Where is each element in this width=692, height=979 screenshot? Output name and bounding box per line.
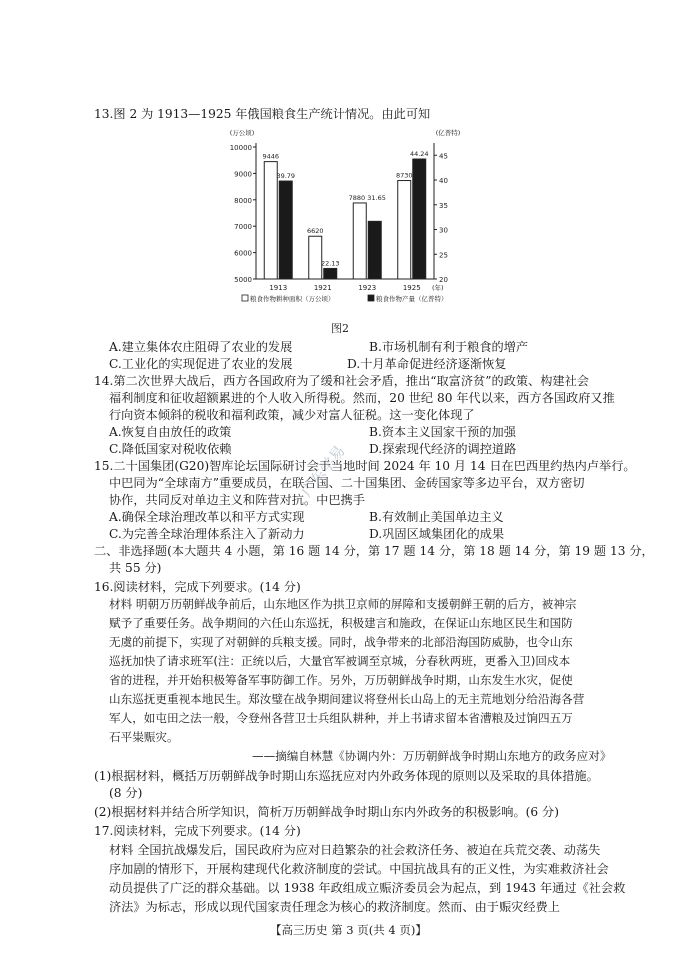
q13-option-b[interactable]: B.市场机制有利于粮食的增产	[369, 340, 529, 354]
left-tick-label: 6000	[234, 249, 252, 258]
q16-material-line: 巡抚加快了请求班军(注：正统以后，大量官军被调至京城，分春秋两班，更番入卫)回戍本	[109, 654, 571, 668]
q16-material-line: 山东巡抚更重视本地民生。郑汝璧在战争期间建议将登州长山岛上的无主荒地划分给沿海各营	[109, 692, 585, 706]
data-label-area-1913: 9446	[262, 152, 280, 161]
q17-material-line: 济法》为标志，形成以现代国家责任理念为核心的救济制度。然而、由于赈灾经费上	[109, 900, 560, 914]
q16-material-line: 石平粜赈灾。	[109, 730, 179, 744]
bar-area-1913	[264, 162, 277, 279]
grain-production-chart	[228, 125, 464, 313]
q14-stem-line: 福利制度和征收超额累进的个人收入所得税。然而，20 世纪 80 年代以来，西方各国政府又推	[109, 391, 615, 405]
q13-option-d[interactable]: D.十月革命促进经济逐渐恢复	[347, 357, 507, 371]
q16-sub2: (2)根据材料并结合所学知识，简析万历朝鲜战争时期山东内外政务的积极影响。(6 分)	[94, 805, 559, 819]
left-tick-label: 9000	[234, 170, 252, 179]
left-tick-label: 7000	[234, 223, 252, 232]
q16-source: ——摘编自林慧《协调内外：万历朝鲜战争时期山东地方的政务应对》	[252, 749, 612, 763]
left-tick-label: 8000	[234, 196, 252, 205]
data-label-production-1925: 44.24	[409, 150, 429, 159]
watermark: 广东学易	[297, 441, 349, 501]
legend-label-area: 粮食作物耕种面积（万公顷）	[250, 295, 335, 303]
q14-option-a[interactable]: A.恢复自由放任的政策	[109, 425, 232, 439]
section2-heading: 二、非选择题(本大题共 4 小题，第 16 题 14 分，第 17 题 14 分，第 18 题 14 分，第 19 题 13 分，	[94, 544, 654, 558]
q16-material-line: 省的进程，并开始积极筹备军事防御工作。另外，万历朝鲜战争时期，山东发生水灾，促使	[109, 673, 573, 687]
q16-material-line: 军人，如屯田之法一般，令登州各营卫士兵组队耕种，并上书请求留本省漕粮及过饷四五万	[109, 711, 573, 725]
data-label-area-1925: 8730	[395, 171, 413, 180]
q14-option-b[interactable]: B.资本主义国家干预的加强	[369, 425, 516, 439]
q16-sub1-score: (8 分)	[109, 786, 143, 800]
q13-stem: 13.图 2 为 1913—1925 年俄国粮食生产统计情况。由此可知	[94, 107, 431, 121]
legend-swatch-area	[242, 295, 248, 301]
bar-production-1925	[413, 159, 426, 279]
q15-option-b[interactable]: B.有效制止美国单边主义	[369, 510, 504, 524]
left-tick-label: 5000	[234, 276, 252, 284]
q16-title: 16.阅读材料，完成下列要求。(14 分)	[94, 580, 301, 594]
q16-material-line: 无虞的前提下，实现了对朝鲜的兵粮支援。同时，战争带来的北部沿海国防威胁，也令山东	[109, 635, 573, 649]
x-tick-label: 1923	[358, 284, 377, 292]
q17-title: 17.阅读材料，完成下列要求。(14 分)	[94, 824, 301, 838]
q14-option-c[interactable]: C.降低国家对税收依赖	[109, 442, 232, 456]
q17-material-line: 序加剧的情形下，开展构建现代化救济制度的尝试。中国抗战具有的正义性，为实难救济社会	[109, 862, 609, 876]
chart-svg	[228, 125, 464, 313]
q15-stem-line: 15.二十国集团(G20)智库论坛国际研讨会于当地时间 2024 年 10 月 14 日在巴西里约热内卢举行。	[94, 459, 636, 473]
x-axis-suffix: (年)	[432, 284, 444, 292]
q15-option-c[interactable]: C.为完善全球治理体系注入了新动力	[109, 527, 305, 541]
bar-area-1925	[398, 181, 411, 279]
q14-stem-line: 14.第二次世界大战后，西方各国政府为了缓和社会矛盾，推出“取富济贫”的政策、构建社会	[94, 374, 589, 388]
q14-option-d[interactable]: D.探索现代经济的调控道路	[369, 442, 517, 456]
right-tick-label: 45	[439, 152, 448, 161]
right-tick-label: 25	[439, 251, 448, 260]
q17-material-line: 动员提供了广泛的群众基础。以 1938 年政组成立赈济委员会为起点，到 1943 年通过《社会救	[109, 881, 626, 895]
q14-stem-line: 行向资本倾斜的税收和福利政策，减少对富人征税。这一变化体现了	[109, 408, 475, 422]
left-axis-unit: (万公顷)	[229, 129, 255, 137]
q15-stem-line: 中巴同为“全球南方”重要成员，在联合国、二十国集团、金砖国家等多边平台，双方密切	[109, 476, 585, 490]
legend-swatch-production	[368, 295, 374, 301]
right-tick-label: 20	[439, 276, 448, 284]
q15-stem-line: 协作，共同反对单边主义和阵营对抗。中巴携手	[109, 493, 365, 507]
right-axis-unit: (亿普特)	[435, 129, 461, 137]
page-footer: 【高三历史 第 3 页(共 4 页)】	[270, 923, 427, 937]
figure-caption: 图2	[331, 322, 349, 335]
q16-sub1: (1)根据材料，概括万历朝鲜战争时期山东巡抚应对内外政务体现的原则以及采取的具体措施。	[94, 769, 599, 783]
q13-option-a[interactable]: A.建立集体农庄阻碍了农业的发展	[109, 340, 293, 354]
bar-production-1923	[368, 221, 381, 279]
data-label-production-1921: 22.13	[320, 259, 340, 268]
bar-production-1921	[324, 268, 337, 279]
bar-production-1913	[279, 181, 292, 279]
data-label-1923: 7880 31.65	[348, 193, 386, 202]
bar-area-1923	[353, 203, 366, 279]
right-tick-label: 40	[439, 177, 448, 186]
q15-option-a[interactable]: A.确保全球治理改革以和平方式实现	[109, 510, 305, 524]
x-tick-label: 1913	[269, 284, 288, 292]
right-tick-label: 30	[439, 226, 448, 235]
x-tick-label: 1921	[313, 284, 332, 292]
q13-option-c[interactable]: C.工业化的实现促进了农业的发展	[109, 357, 293, 371]
bar-area-1921	[309, 236, 322, 279]
right-tick-label: 35	[439, 201, 448, 210]
section2-heading-cont: 共 55 分)	[109, 561, 162, 575]
q16-material-line: 赋予了重要任务。战争期间的六任山东巡抚，积极建言和施政，在保证山东地区民生和国防	[109, 616, 573, 630]
legend-label-production: 粮食作物产量（亿普特）	[376, 295, 448, 303]
q17-material-line: 材料 全国抗战爆发后，国民政府为应对日趋繁杂的社会救济任务、被迫在兵荒交袭、动荡失	[109, 843, 601, 857]
q15-option-d[interactable]: D.巩固区域集团化的成果	[369, 527, 505, 541]
data-label-production-1913: 39.79	[276, 172, 296, 181]
data-label-area-1921: 6620	[306, 227, 324, 236]
x-tick-label: 1925	[402, 284, 421, 292]
q16-material-line: 材料 明朝万历朝鲜战争前后，山东地区作为拱卫京师的屏障和支援朝鲜王朝的后方，被神宗	[109, 597, 577, 611]
left-tick-label: 10000	[229, 144, 252, 152]
